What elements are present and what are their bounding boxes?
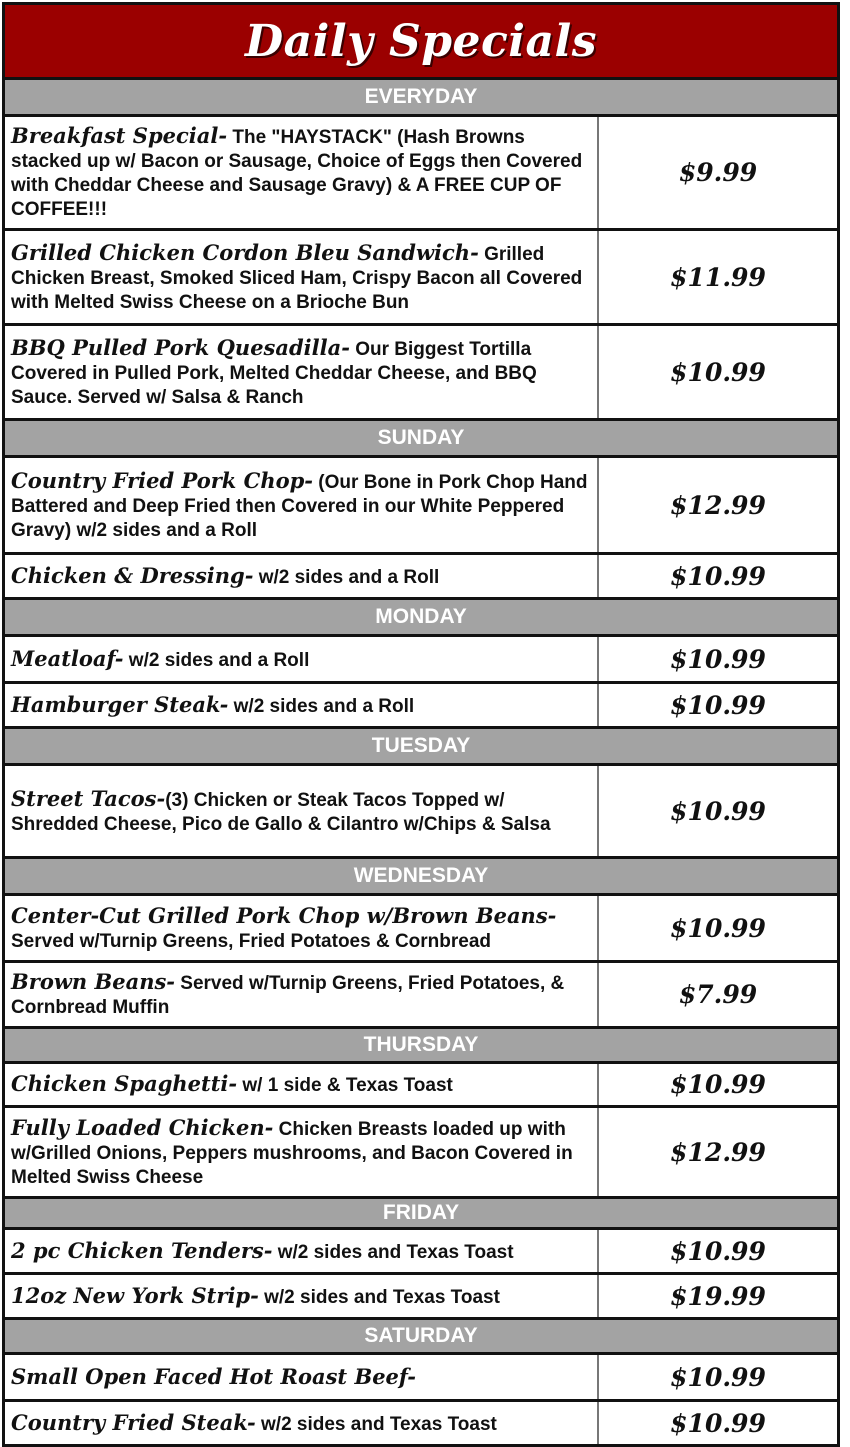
day-header-thursday: THURSDAY	[5, 1029, 837, 1064]
menu-item-row	[5, 1064, 837, 1108]
item-price: $10.99	[670, 644, 766, 674]
item-description-cell	[5, 684, 599, 726]
item-text	[11, 336, 591, 410]
item-description-cell	[5, 1064, 599, 1105]
item-details: w/2 sides and Texas Toast	[258, 1286, 500, 1308]
day-header-sunday: SUNDAY	[5, 421, 837, 458]
item-name: Breakfast Special-	[11, 123, 228, 148]
item-text	[11, 1072, 453, 1098]
item-description-cell	[5, 1108, 599, 1196]
item-description-cell	[5, 1402, 599, 1444]
item-price: $19.99	[670, 1281, 766, 1311]
item-description-cell	[5, 637, 599, 681]
item-text	[11, 904, 591, 954]
day-header-tuesday: TUESDAY	[5, 729, 837, 766]
item-price: $10.99	[670, 1362, 766, 1392]
item-details: (3) Chicken or Steak Tacos Topped w/ Shredded Cheese, Pico de Gallo & Cilantro w/Chips & Salsa	[11, 789, 551, 835]
item-details: (Our Bone in Pork Chop Hand Battered and Deep Fried then Covered in our White Peppered Gravy) w/2 sides and a Roll	[11, 471, 588, 541]
menu-item-row	[5, 766, 837, 859]
item-name: Grilled Chicken Cordon Bleu Sandwich-	[11, 239, 479, 265]
item-price: $11.99	[670, 262, 766, 292]
item-price: $10.99	[670, 690, 766, 720]
item-description-cell	[5, 896, 599, 960]
menu-item-row	[5, 1108, 837, 1199]
menu-item-row	[5, 637, 837, 684]
item-price: $10.99	[670, 1408, 766, 1438]
item-name: Street Tacos-	[11, 785, 166, 811]
day-header-monday: MONDAY	[5, 600, 837, 637]
item-description-cell	[5, 1355, 599, 1399]
item-name: BBQ Pulled Pork Quesadilla-	[11, 334, 350, 360]
item-description-cell	[5, 963, 599, 1026]
item-price: $10.99	[670, 913, 766, 943]
item-name: Country Fried Steak-	[11, 1409, 256, 1435]
item-name: Fully Loaded Chicken-	[11, 1114, 274, 1140]
item-description-cell	[5, 1275, 599, 1317]
item-description-cell	[5, 231, 599, 323]
day-header-friday: FRIDAY	[5, 1199, 837, 1230]
item-description-cell	[5, 555, 599, 597]
item-price: $10.99	[670, 1070, 766, 1099]
item-name: Center-Cut Grilled Pork Chop w/Brown Beans-	[11, 902, 557, 928]
item-details: Our Biggest Tortilla Covered in Pulled Pork, Melted Cheddar Cheese, and BBQ Sauce. Served w/ Salsa & Ranch	[11, 338, 537, 408]
day-header-everyday: EVERYDAY	[5, 80, 837, 117]
menu-item-row	[5, 231, 837, 326]
item-text	[11, 1365, 416, 1391]
item-text	[11, 693, 414, 719]
page-title: Daily Specials	[244, 15, 598, 67]
daily-specials-menu	[2, 2, 840, 1447]
item-price: $9.99	[678, 158, 758, 187]
item-text	[11, 564, 439, 590]
item-name: Meatloaf-	[11, 645, 124, 671]
title-banner	[5, 2, 837, 80]
item-name: Brown Beans-	[11, 969, 176, 994]
item-details: w/2 sides and Texas Toast	[255, 1413, 497, 1435]
menu-item-row	[5, 1275, 837, 1320]
menu-item-row	[5, 1230, 837, 1275]
menu-item-row	[5, 896, 837, 963]
item-price: $10.99	[670, 796, 766, 826]
item-price: $10.99	[670, 357, 766, 387]
menu-item-row	[5, 326, 837, 421]
item-name: Hamburger Steak-	[11, 691, 229, 717]
menu-item-row	[5, 1402, 837, 1447]
menu-item-row	[5, 963, 837, 1029]
item-text	[11, 1116, 591, 1190]
menu-item-row	[5, 1355, 837, 1402]
item-details: w/2 sides and a Roll	[253, 566, 440, 588]
item-details: Served w/Turnip Greens, Fried Potatoes, & Cornbread Muffin	[11, 973, 565, 1018]
item-text	[11, 1411, 497, 1437]
item-description-cell	[5, 458, 599, 552]
item-description-cell	[5, 766, 599, 856]
item-price: $7.99	[678, 980, 758, 1009]
item-name: 2 pc Chicken Tenders-	[11, 1237, 273, 1263]
day-header-saturday: SATURDAY	[5, 1320, 837, 1355]
item-text	[11, 647, 309, 673]
item-name: 12oz New York Strip-	[11, 1282, 259, 1308]
item-details: The "HAYSTACK" (Hash Browns stacked up w/ Bacon or Sausage, Choice of Eggs then Covered with Cheddar Cheese and Sausage Gravy) & A FREE CUP OF COFFEE!!!	[11, 127, 583, 220]
item-details: w/2 sides and a Roll	[228, 695, 415, 717]
item-price: $10.99	[670, 561, 766, 591]
item-text	[11, 1239, 514, 1265]
item-details: w/2 sides and a Roll	[123, 649, 310, 671]
menu-sections	[5, 80, 837, 1447]
menu-item-row	[5, 555, 837, 600]
item-name: Small Open Faced Hot Roast Beef-	[11, 1363, 416, 1389]
item-details: Grilled Chicken Breast, Smoked Sliced Ham, Crispy Bacon all Covered with Melted Swiss Cheese on a Brioche Bun	[11, 243, 583, 313]
item-details: Chicken Breasts loaded up with w/Grilled Onions, Peppers mushrooms, and Bacon Covered in Melted Swiss Cheese	[11, 1118, 573, 1188]
item-price: $12.99	[670, 1137, 766, 1167]
item-price: $10.99	[670, 1236, 766, 1266]
item-price: $12.99	[670, 490, 766, 520]
day-header-wednesday: WEDNESDAY	[5, 859, 837, 896]
item-text	[11, 787, 591, 837]
item-text	[11, 124, 591, 222]
item-details: w/2 sides and Texas Toast	[272, 1241, 514, 1263]
item-name: Chicken Spaghetti-	[11, 1071, 238, 1096]
item-description-cell	[5, 326, 599, 418]
menu-item-row	[5, 117, 837, 231]
item-text	[11, 241, 591, 315]
item-text	[11, 970, 591, 1020]
menu-item-row	[5, 458, 837, 555]
item-description-cell	[5, 117, 599, 228]
item-text	[11, 469, 591, 543]
item-details: w/ 1 side & Texas Toast	[237, 1075, 453, 1096]
menu-item-row	[5, 684, 837, 729]
item-name: Chicken & Dressing-	[11, 562, 254, 588]
item-name: Country Fried Pork Chop-	[11, 467, 314, 493]
item-details: Served w/Turnip Greens, Fried Potatoes & Cornbread	[11, 930, 492, 952]
item-text	[11, 1284, 500, 1310]
item-description-cell	[5, 1230, 599, 1272]
